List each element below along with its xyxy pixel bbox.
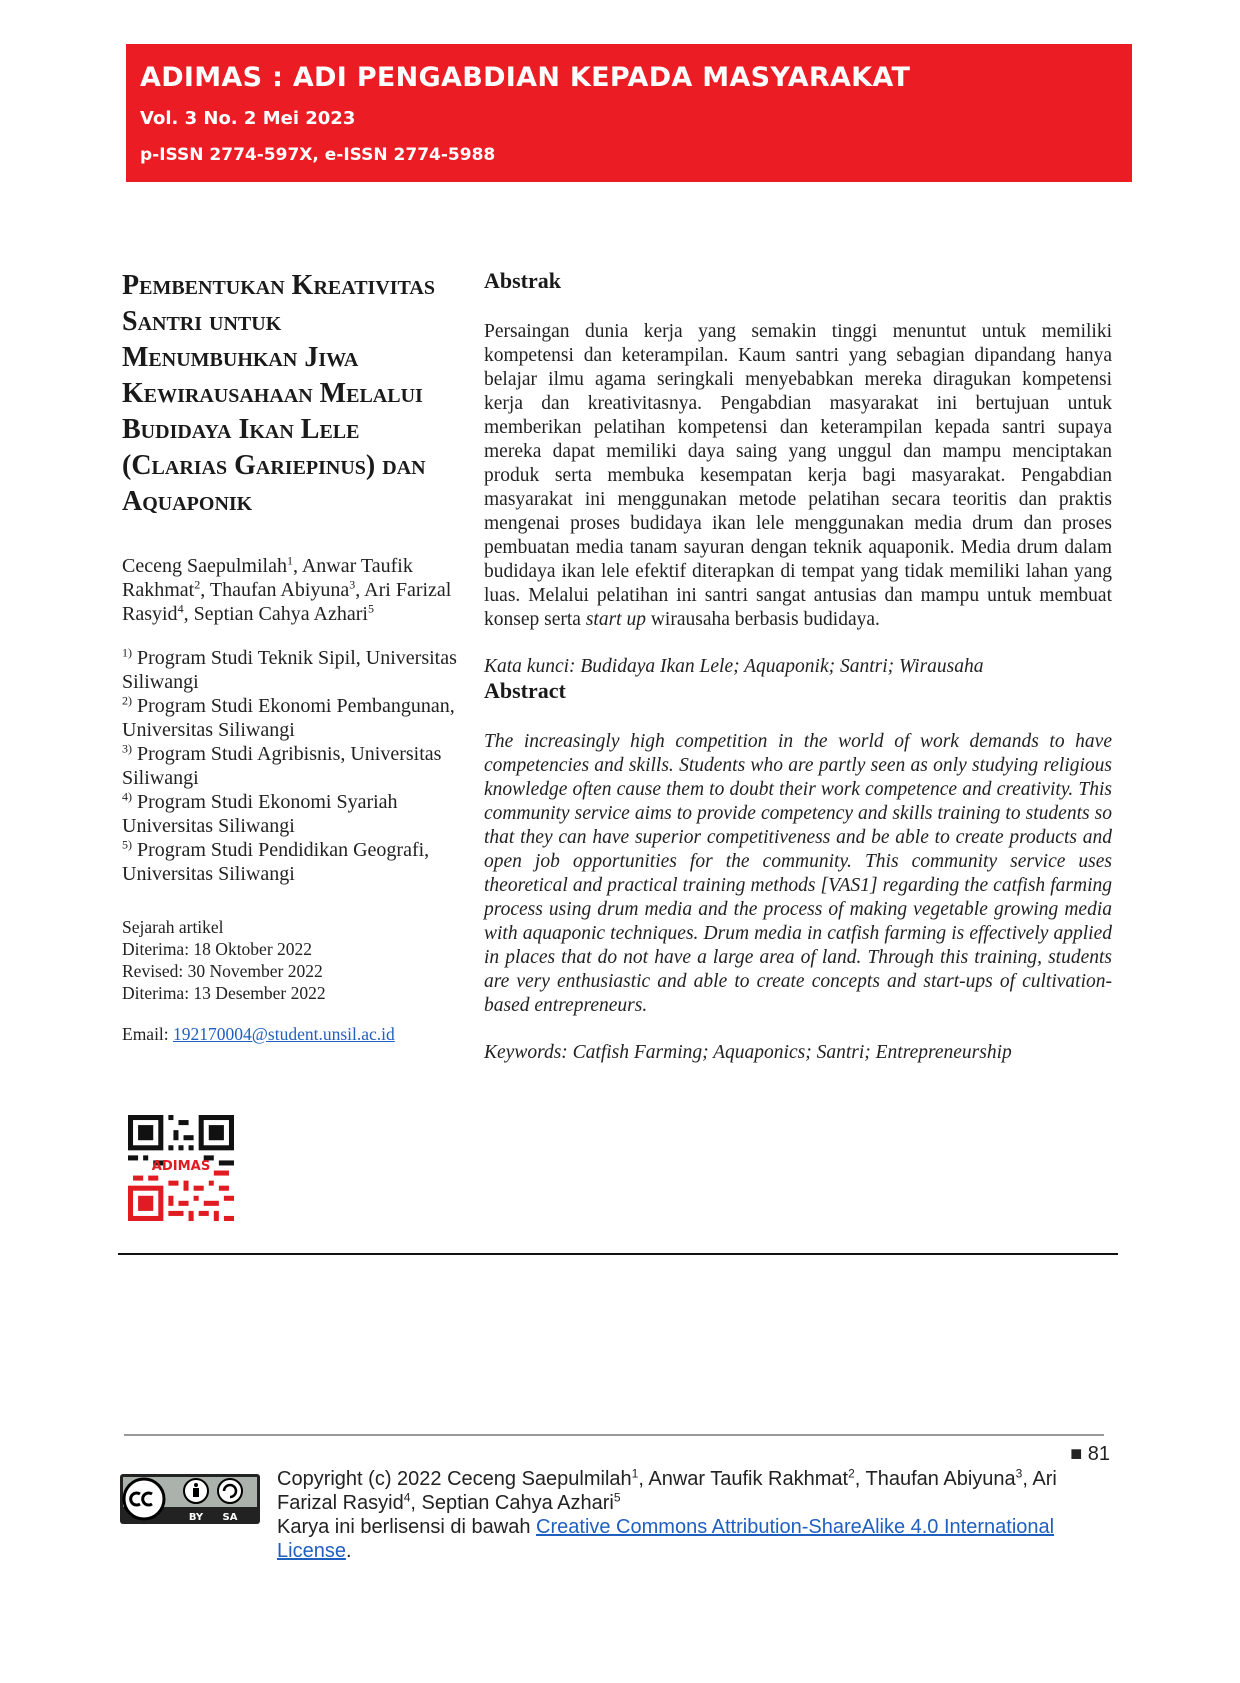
copyright-author: Ceceng Saepulmilah — [447, 1468, 632, 1490]
abstract-heading: Abstract — [484, 678, 566, 703]
copyright-sup: 3 — [1015, 1466, 1023, 1481]
affiliation-text: Program Studi Teknik Sipil, Universitas Siliwangi — [122, 647, 457, 693]
affiliation-number: 1) — [122, 645, 132, 660]
author-sup: 4 — [177, 601, 184, 616]
keywords-line — [484, 1042, 1112, 1064]
copyright-author: Anwar Taufik Rakhmat — [648, 1468, 849, 1490]
right-column — [484, 268, 1112, 1064]
affiliation-number: 5) — [122, 837, 132, 852]
copyright-sup: 1 — [631, 1466, 639, 1481]
copyright-sup: 2 — [848, 1466, 855, 1481]
affiliation-text: Program Studi Agribisnis, Universitas Siliwangi — [122, 743, 442, 789]
copyright-line: Copyright (c) 2022 Ceceng Saepulmilah$^1$, Anwar Taufik Rakhmat$^2$, Thaufan Abiyuna$^3$, Ari Farizal Rasyid$^4$, Septian Cahya Azhari$^5$ — [277, 1466, 1057, 1514]
affiliation-item — [122, 646, 462, 694]
affiliation-item — [122, 742, 462, 790]
license-suffix: . — [345, 1540, 352, 1562]
copyright-author: Septian Cahya Azhari — [421, 1492, 614, 1514]
copyright-sup: 4 — [403, 1490, 411, 1505]
journal-issn: p-ISSN 2774-597X, e-ISSN 2774-5988 — [140, 145, 496, 165]
license-link[interactable]: Creative Commons Attribution-ShareAlike 4.0 International License — [277, 1516, 1055, 1562]
history-revised: Revised: 30 November 2022 — [122, 961, 323, 981]
affiliation-number: 2) — [122, 693, 132, 708]
affiliation-item — [122, 790, 462, 838]
abstrak-body: Persaingan dunia kerja yang semakin tinggi menuntut untuk memiliki kompetensi dan keterampilan. Kaum santri yang sebagian dipandang hanya belajar ilmu agama seringkali menyebabkan mereka diragukan kompetensi kerja dan kreativitasnya. Pengabdian masyarakat ini bertujuan untuk memberikan pelatihan kompetensi dan keterampilan kepada santri supaya mereka dapat memiliki daya saing yang unggul dan mampu menciptakan produk serta membuka kesempatan kerja bagi masyarakat. Pengabdian masyarakat ini menggunakan metode pelatihan secara teoritis dan praktis mengenai proses budidaya ikan lele menggunakan media drum dan proses pembuatan media tanam sayuran dengan teknik aquaponik. Media drum dalam budidaya ikan lele efektif diterapkan di tempat yang tidak memiliki lahan yang luas. Melalui pelatihan ini santri sangat antusias dan mampu untuk membuat konsep serta — [484, 321, 1112, 630]
license-prefix: Karya ini berlisensi di bawah — [277, 1516, 531, 1538]
footer-divider — [124, 1434, 1104, 1436]
qr-code[interactable] — [128, 1115, 234, 1221]
left-column — [122, 268, 462, 1045]
license-line — [277, 1515, 1107, 1563]
cc-by-sa-badge[interactable] — [120, 1474, 260, 1524]
journal-volume: Vol. 3 No. 2 Mei 2023 — [140, 108, 356, 129]
section-divider — [118, 1253, 1118, 1255]
author-sup: 3 — [349, 577, 356, 592]
copyright-author: Ari Farizal Rasyid — [277, 1468, 1057, 1514]
author-sup: 5 — [367, 601, 374, 616]
abstrak-text — [484, 320, 1112, 632]
journal-banner — [126, 44, 1132, 182]
article-history — [122, 916, 462, 1004]
affiliation-item — [122, 838, 462, 886]
affiliation-number: 4) — [122, 789, 132, 804]
paper-title: Pembentukan Kreativitas Santri untuk Menumbuhkan Jiwa Kewirausahaan Melalui Budidaya Ikan Lele (Clarias Gariepinus) dan Aquaponik — [122, 270, 435, 517]
kata-kunci: Kata kunci: Budidaya Ikan Lele; Aquaponik; Santri; Wirausaha — [484, 656, 984, 677]
author-name: Ceceng Saepulmilah — [122, 555, 287, 577]
history-accepted: Diterima: 13 Desember 2022 — [122, 983, 326, 1003]
author-sup: 1 — [286, 553, 293, 568]
affiliation-list — [122, 646, 462, 886]
author-name: Anwar Taufik Rakhmat — [122, 555, 413, 601]
author-sup: 2 — [194, 577, 201, 592]
copyright-author: Thaufan Abiyuna — [865, 1468, 1016, 1490]
cc-sa-label: SA — [222, 1512, 238, 1523]
keywords-label: Keywords — [484, 1042, 562, 1063]
author-list: Ceceng Saepulmilah$^1$, Anwar Taufik Rakhmat$^2$, Thaufan Abiyuna$^3$, Ari Farizal Rasyid$^4$, Septian Cahya Azhari$^5$ — [122, 553, 452, 625]
email-line — [122, 1024, 462, 1045]
cc-by-label: BY — [188, 1512, 204, 1523]
history-received: Diterima: 18 Oktober 2022 — [122, 939, 313, 959]
author-name: Ari Farizal Rasyid — [122, 579, 452, 625]
email-label: Email: — [122, 1024, 169, 1044]
affiliation-item — [122, 694, 462, 742]
copyright-notice — [277, 1467, 1107, 1563]
author-name: Thaufan Abiyuna — [209, 579, 350, 601]
affiliation-text: Program Studi Ekonomi Pembangunan, Universitas Siliwangi — [122, 695, 455, 741]
abstrak-italic: start up — [585, 609, 646, 630]
page-number: ■ 81 — [1070, 1443, 1110, 1465]
author-name: Septian Cahya Azhari — [193, 603, 368, 625]
affiliation-text: Program Studi Pendidikan Geografi, Universitas Siliwangi — [122, 839, 430, 885]
copyright-prefix: Copyright (c) 2022 — [277, 1468, 442, 1490]
qr-label: ADIMAS — [151, 1159, 211, 1175]
copyright-sup: 5 — [613, 1490, 621, 1505]
keywords-values: : Catfish Farming; Aquaponics; Santri; Entrepreneurship — [561, 1042, 1012, 1063]
history-heading: Sejarah artikel — [122, 917, 224, 937]
affiliation-number: 3) — [122, 741, 132, 756]
abstrak-heading: Abstrak — [484, 268, 562, 293]
affiliation-text: Program Studi Ekonomi Syariah Universitas Siliwangi — [122, 791, 398, 837]
email-link[interactable]: 192170004@student.unsil.ac.id — [173, 1024, 395, 1044]
abstract-text: The increasingly high competition in the world of work demands to have competencies and skills. Students who are partly seen as only studying religious knowledge often cause them to doubt their work competence and creativity. This community service aims to provide competency and skills training to students so that they can have superior competitiveness and be able to create products and open job opportunities for the community. This community service uses theoretical and practical training methods [VAS1] regarding the catfish farming process using drum media and the process of making vegetable growing media with aquaponic techniques. Drum media in catfish farming is effectively applied in places that do not have a large area of land. Through this training, students are very enthusiastic and able to create concepts and start-ups of cultivation-based entrepreneurs. — [484, 731, 1112, 1016]
journal-title: ADIMAS : ADI PENGABDIAN KEPADA MASYARAKAT — [140, 62, 911, 93]
abstrak-body-end: wirausaha berbasis budidaya. — [650, 609, 880, 630]
